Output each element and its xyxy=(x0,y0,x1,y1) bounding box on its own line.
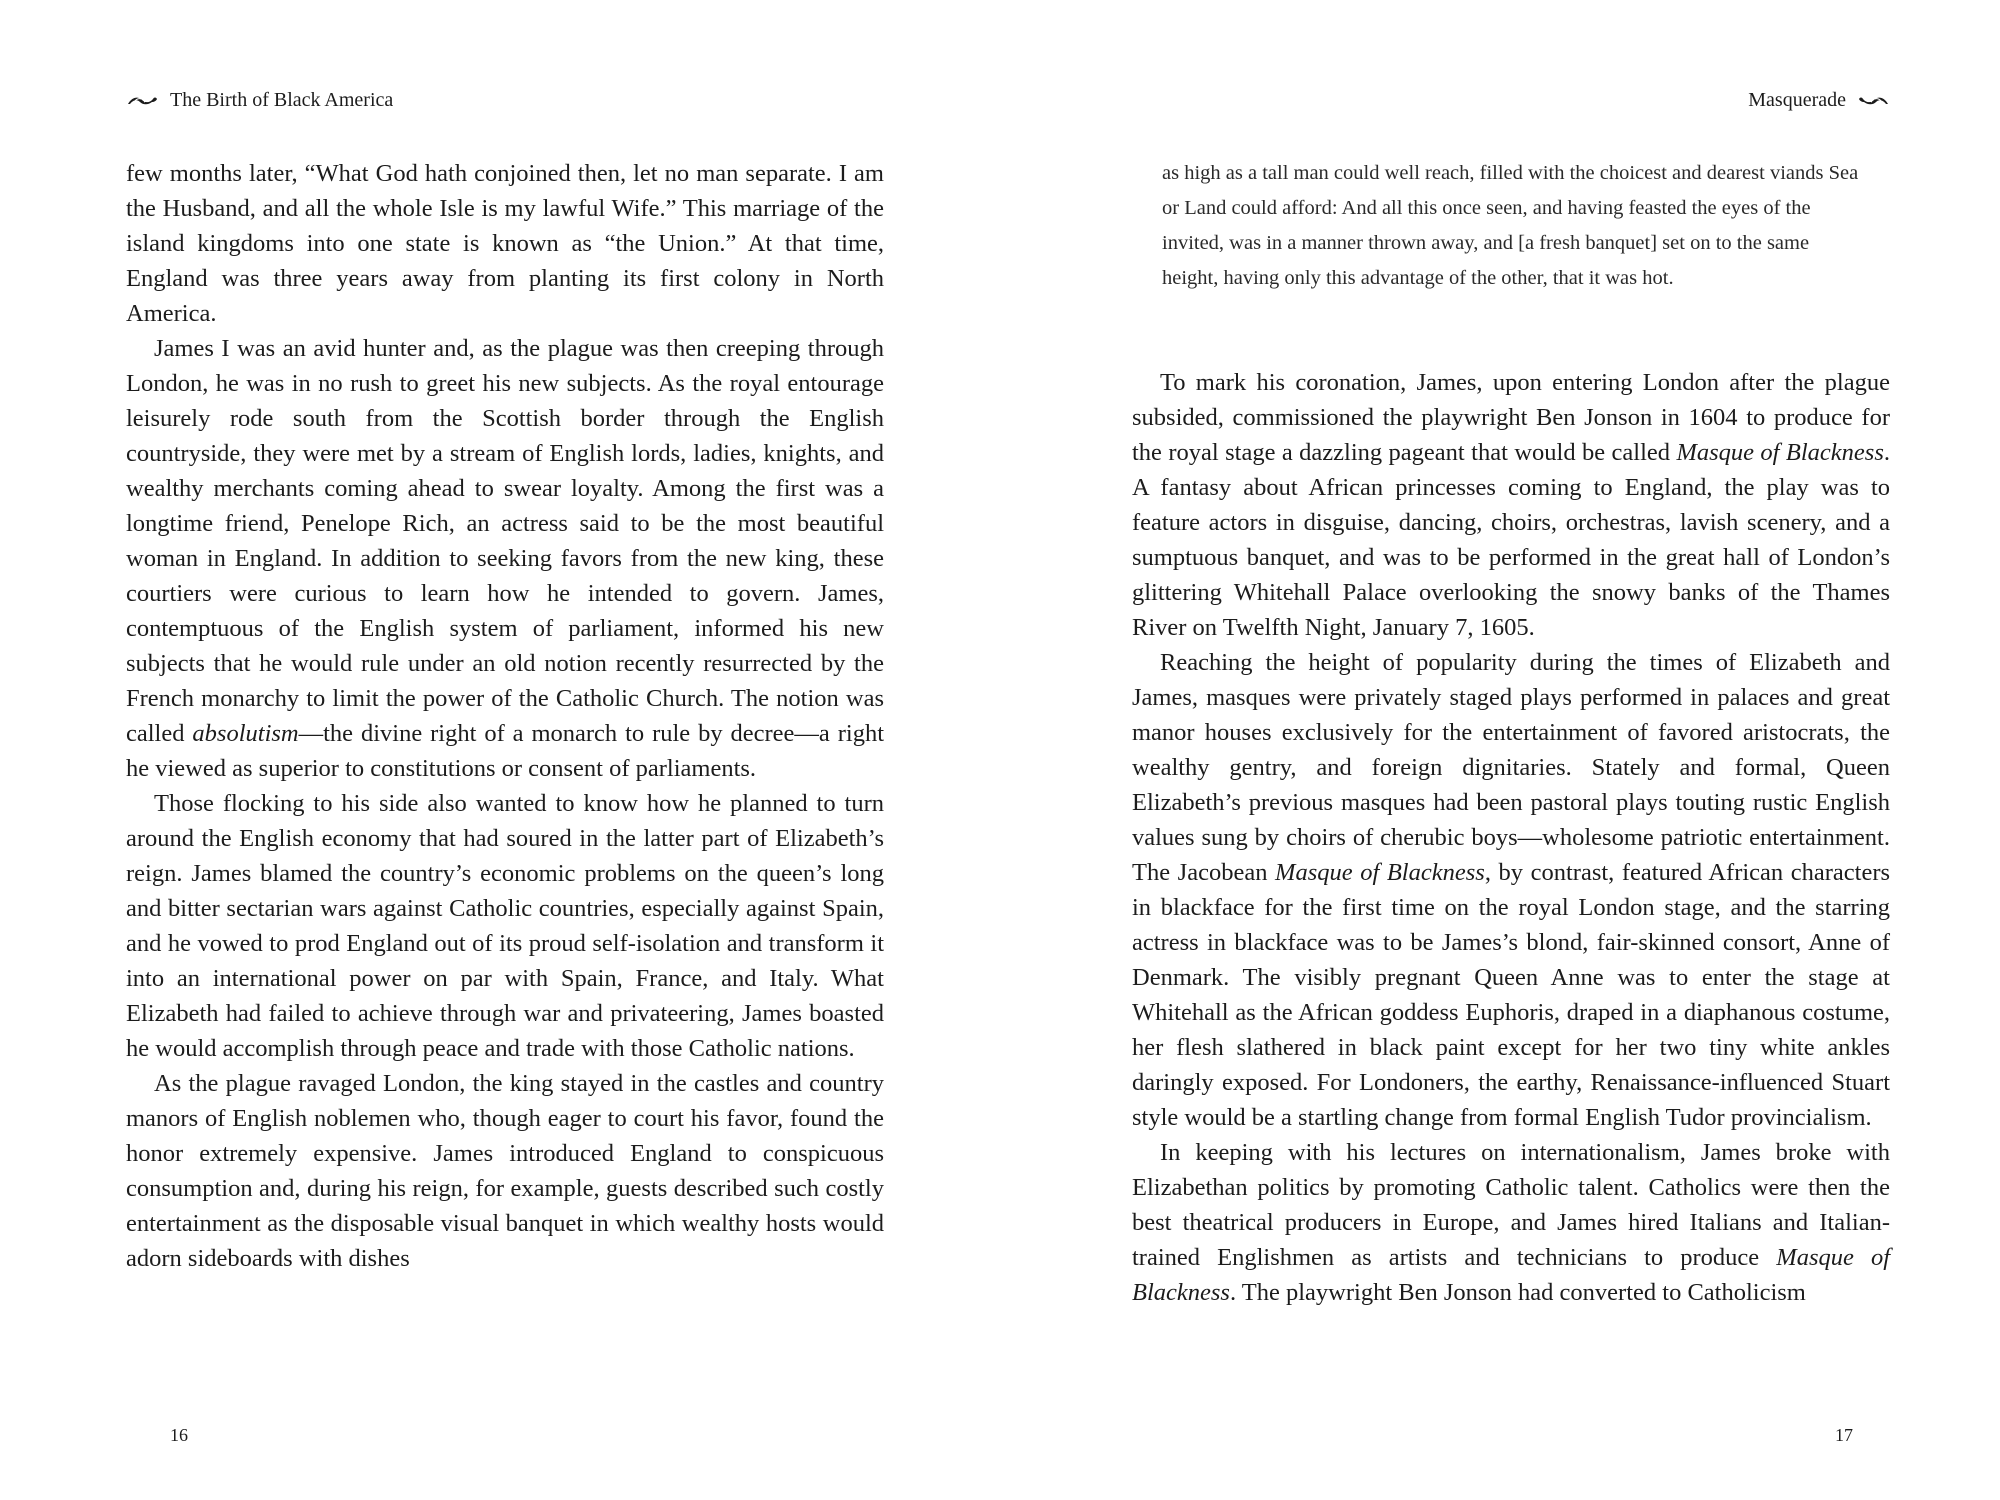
page-number: 17 xyxy=(1835,1425,1853,1445)
italic-title: Masque of Blackness xyxy=(1132,1244,1890,1306)
italic-term: absolutism xyxy=(192,720,299,747)
paragraph xyxy=(1132,645,1890,1135)
paragraph-text: —the divine right of a monarch to rule by decree—a right he viewed as superior to constitutions or consent of parliaments. xyxy=(126,720,884,782)
paragraph-text: James I was an avid hunter and, as the plague was then creeping through London, he was in no rush to greet his new subjects. As the royal entourage leisurely rode south from the Scottish border through the English countryside, they were met by a stream of English lords, ladies, knights, and wealthy merchants coming ahead to swear loyalty. Among the first was a longtime friend, Penelope Rich, an actress said to be the most beautiful woman in England. In addition to seeking favors from the new king, these courtiers were curious to learn how he intended to govern. James, contemptuous of the English system of parliament, informed his new subjects that he would rule under an old notion recently resurrected by the French monarchy to limit the power of the Catholic Church. The notion was called xyxy=(126,335,884,747)
paragraph xyxy=(1132,1135,1890,1310)
running-head-right xyxy=(1748,86,1890,114)
body-text-left xyxy=(126,156,884,1276)
paragraph-text: To mark his coronation, James, upon entering London after the plague subsided, commissioned the playwright Ben Jonson in 1604 to produce for the royal stage a dazzling pageant that would be called xyxy=(1132,369,1890,466)
paragraph: Those flocking to his side also wanted to know how he planned to turn around the English economy that had soured in the latter part of Elizabeth’s reign. James blamed the country’s economic problems on the queen’s long and bitter sectarian wars against Catholic countries, especially against Spain, and he vowed to prod England out of its proud self-isolation and transform it into an international power on par with Spain, France, and Italy. What Elizabeth had failed to achieve through war and privateering, James boasted he would accomplish through peace and trade with those Catholic nations. xyxy=(126,790,884,1062)
running-head-left xyxy=(126,86,393,114)
italic-title: Masque of Blackness xyxy=(1275,859,1485,886)
paragraph-text: . The playwright Ben Jonson had converted to Catholicism xyxy=(1229,1279,1806,1306)
paragraph: As the plague ravaged London, the king stayed in the castles and country manors of English noblemen who, though eager to court his favor, found the honor extremely expensive. James introduced England to conspicuous consumption and, during his reign, for example, guests described such costly entertainment as the disposable visual banquet in which wealthy hosts would adorn sideboards with dishes xyxy=(126,1070,884,1272)
page-number: 16 xyxy=(170,1425,188,1445)
paragraph xyxy=(126,331,884,786)
running-head-title: The Birth of Black America xyxy=(170,89,394,111)
fleuron-icon xyxy=(126,93,158,107)
paragraph-text: , by contrast, featured African characters in blackface for the first time on the royal London stage, and the starring actress in blackface was to be James’s blond, fair-skinned consort, Anne of Denmark. The visibly pregnant Queen Anne was to enter the stage at Whitehall as the African goddess Euphoris, draped in a diaphanous costume, her flesh slathered in black paint except for her two tiny white ankles daringly exposed. For Londoners, the earthy, Renaissance-influenced Stuart style would be a startling change from formal English Tudor provincialism. xyxy=(1132,859,1891,1131)
right-page xyxy=(1000,0,2000,1500)
running-head-title: Masquerade xyxy=(1748,89,1846,111)
body-text-right xyxy=(1132,365,1890,1310)
paragraph-text: . A fantasy about African princesses coming to England, the play was to feature actors in disguise, dancing, choirs, orchestras, lavish scenery, and a sumptuous banquet, and was to be performed in the great hall of London’s glittering Whitehall Palace overlooking the snowy banks of the Thames River on Twelfth Night, January 7, 1605. xyxy=(1132,439,1890,641)
paragraph-text: In keeping with his lectures on internationalism, James broke with Elizabethan politics by promoting Catholic talent. Catholics were then the best theatrical producers in Europe, and James hired Italians and Italian-trained Englishmen as artists and technicians to produce xyxy=(1132,1139,1890,1271)
paragraph: few months later, “What God hath conjoined then, let no man separate. I am the Husband, and all the whole Isle is my lawful Wife.” This marriage of the island kingdoms into one state is known as “the Union.” At that time, England was three years away from planting its first colony in North America. xyxy=(126,160,884,327)
block-quote: as high as a tall man could well reach, filled with the choicest and dearest viands Sea or Land could afford: And all this once seen, and having feasted the eyes of the invited, was in a manner thrown away, and [a fresh banquet] set on to the same height, having only this advantage of the other, that it was hot. xyxy=(1162,162,1859,289)
paragraph-text: Reaching the height of popularity during the times of Elizabeth and James, masques were privately staged plays performed in palaces and great manor houses exclusively for the entertainment of favored aristocrats, the wealthy gentry, and foreign dignitaries. Stately and formal, Queen Elizabeth’s previous masques had been pastoral plays touting rustic English values sung by choirs of cherubic boys—wholesome patriotic entertainment. The Jacobean xyxy=(1132,649,1890,886)
fleuron-icon xyxy=(1858,93,1890,107)
italic-title: Masque of Blackness xyxy=(1676,439,1884,466)
paragraph xyxy=(1132,365,1890,645)
